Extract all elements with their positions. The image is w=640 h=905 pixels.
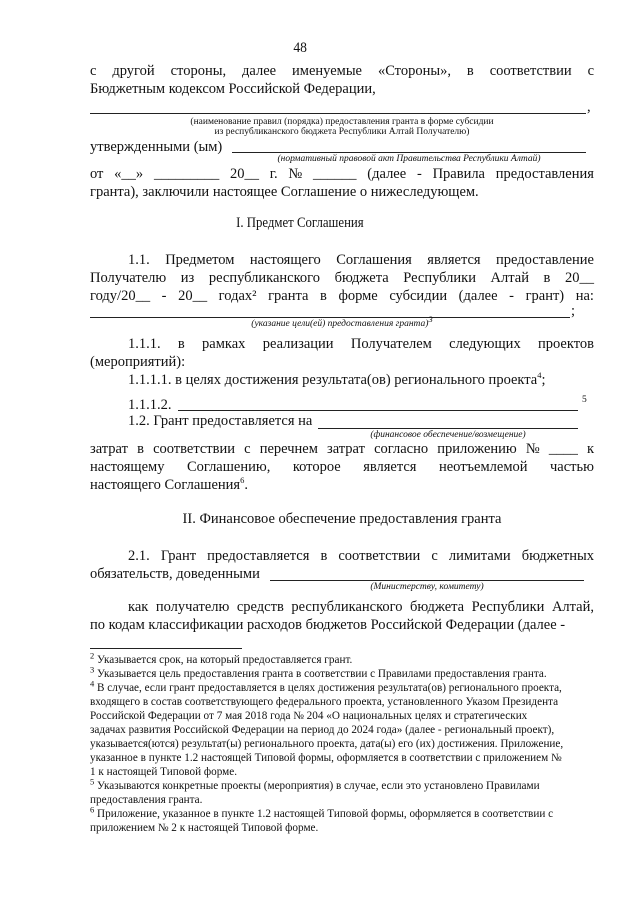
footnote-4-line-3: Российской Федерации от 7 мая 2018 года № 204 «О национальных целях и стратегических (90, 710, 528, 722)
section-2-heading: II. Финансовое обеспечение предоставления гранта (182, 511, 502, 527)
caption-legal-act: (нормативный правовой акт Правительства Республики Алтай) (277, 154, 541, 164)
page-number: 48 (293, 40, 307, 56)
p11-line-2: Получателю из республиканского бюджета Республики Алтай в 20__ (90, 270, 594, 286)
footnote-4-line-6: указанное в пункте 1.2 настоящей Типовой формы, оформляется в соответствии с приложением № (90, 752, 562, 764)
section-1-heading: I. Предмет Соглашения (236, 215, 364, 231)
project-blank (178, 410, 578, 411)
footnote-3: $^3$ Указывается цель предоставления гранта в соответствии с Правилами предоставления гранта. (90, 664, 547, 680)
grant-goal-blank (90, 317, 570, 318)
intro-line-2: Бюджетным кодексом Российской Федерации, (90, 81, 376, 97)
footnote-4-line-5: указывается(ются) результат(ы) регионального проекта, дата(ы) его (их) достижения. Приложение, (90, 738, 564, 750)
approved-label: утвержденными (ым) (90, 139, 223, 155)
p1112-label: 1.1.1.2. (128, 397, 172, 413)
p12-line-2: затрат в соответствии с перечнем затрат согласно приложению № ____ к (90, 441, 594, 457)
p111-line-1: 1.1.1. в рамках реализации Получателем следующих проектов (128, 336, 594, 352)
p12-line-3: настоящему Соглашению, которое является неотъемлемой частью (90, 459, 594, 475)
p1111-line: 1.1.1.1. в целях достижения результата(ов) регионального проекта$^4$; (128, 370, 546, 388)
p12-line-1: 1.2. Грант предоставляется на (128, 413, 313, 429)
caption-rules-name-2: из республиканского бюджета Республики Алтай Получателю) (214, 127, 470, 137)
footnote-4-line-7: 1 к настоящей Типовой форме. (90, 766, 237, 778)
finance-type-blank (318, 428, 578, 429)
footnote-6-line-2: приложением № 2 к настоящей Типовой форме. (90, 822, 319, 834)
p111-line-2: (мероприятий): (90, 354, 186, 370)
caption-finance-type: (финансовое обеспечение/возмещение) (370, 430, 526, 440)
p21-line-2: обязательств, доведенными (90, 566, 260, 582)
footnote-4-line-2: входящего в состав соответствующего федерального проекта, установленного Указом Президента (90, 696, 559, 708)
p21-line-4: по кодам классификации расходов бюджетов Российской Федерации (далее - (90, 617, 566, 633)
caption-grant-goal: (указание цели(ей) предоставления гранта)$^3$ (251, 314, 433, 330)
footnote-6-line-1: $^6$ Приложение, указанное в пункте 1.2 настоящей Типовой формы, оформляется в соответствии с (90, 804, 554, 820)
footnote-2: $^2$ Указывается срок, на который предоставляется грант. (90, 650, 353, 666)
p12-line-4: настоящего Соглашения$^6$. (90, 475, 248, 493)
footnote-4-line-4: задачах развития Российской Федерации на период до 2024 года» (далее - региональный проект), (90, 724, 555, 736)
goal-blank-semicolon: ; (571, 303, 576, 319)
footnote-4-line-1: $^4$ В случае, если грант предоставляется в целях достижения результата(ов) регионального проекта, (90, 678, 562, 694)
p11-line-3: году/20__ - 20__ годах² гранта в форме субсидии (далее - грант) на: (90, 288, 594, 304)
footnote-separator (90, 648, 242, 649)
date-line: от «__» _________ 20__ г. № ______ (далее - Правила предоставления (90, 166, 594, 182)
rules-blank-comma: , (587, 99, 591, 115)
p11-line-1: 1.1. Предметом настоящего Соглашения является предоставление (128, 252, 594, 268)
concluded-line: гранта), заключили настоящее Соглашение о нижеследующем. (90, 184, 479, 200)
rules-name-blank (90, 113, 586, 114)
footnote-ref-5: 5 (582, 395, 587, 405)
p21-line-3: как получателю средств республиканского бюджета Республики Алтай, (128, 599, 594, 615)
footnote-5-line-2: предоставления гранта. (90, 794, 203, 806)
intro-line-1: с другой стороны, далее именуемые «Стороны», в соответствии с (90, 63, 594, 79)
caption-ministry: (Министерству, комитету) (370, 582, 484, 592)
caption-rules-name-1: (наименование правил (порядка) предоставления гранта в форме субсидии (190, 117, 494, 127)
footnote-5-line-1: $^5$ Указываются конкретные проекты (мероприятия) в случае, если это установлено Правилами (90, 776, 540, 792)
ministry-blank (270, 580, 584, 581)
legal-act-blank (232, 152, 586, 153)
p21-line-1: 2.1. Грант предоставляется в соответствии с лимитами бюджетных (128, 548, 594, 564)
